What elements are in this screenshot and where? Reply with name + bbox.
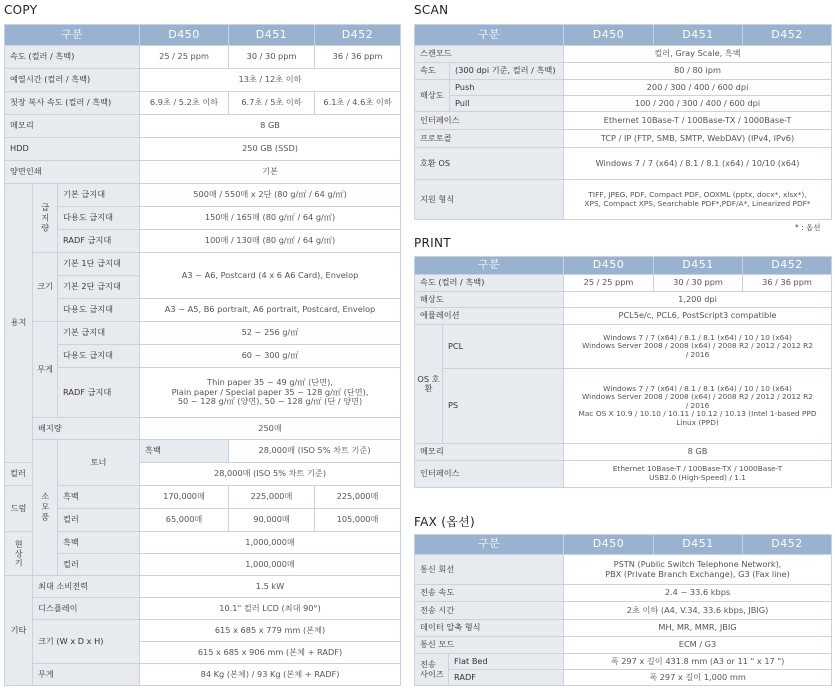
scan-pull-value: 100 / 200 / 300 / 400 / 600 dpi (564, 96, 832, 112)
copy-paper-size-tray-value: A3 ~ A6, Postcard (4 x 6 A6 Card), Envelop (140, 253, 401, 299)
print-os-ps-row (415, 369, 832, 444)
copy-dev-value-1: 1,000,000매 (140, 554, 401, 576)
copy-memory-row (5, 115, 401, 138)
copy-dev-value-0: 1,000,000매 (140, 532, 401, 554)
copy-paper-feed-label-0: 기본 급지대 (58, 184, 140, 207)
copy-paper-weight-radf-line: Thin paper 35 ~ 49 g/㎡ (단면), (207, 377, 333, 388)
copy-section-title: COPY (4, 3, 38, 17)
scan-header-row (415, 25, 832, 46)
print-header-label: 구분 (415, 257, 564, 275)
fax-compression-value: MH, MR, MMR, JBIG (564, 620, 832, 637)
print-speed-d450: 25 / 25 ppm (564, 275, 654, 292)
print-os-pcl-value (564, 325, 832, 369)
fax-header-d451: D451 (654, 535, 743, 555)
print-speed-label: 속도 (컬러 / 흑백) (415, 275, 564, 292)
print-speed-row (415, 275, 832, 292)
copy-paper-size-row (5, 253, 401, 276)
print-emulation-label: 에뮬레이션 (415, 308, 564, 325)
copy-duplex-value: 기본 (140, 161, 401, 184)
print-header-d452: D452 (743, 257, 832, 275)
copy-speed-d452: 36 / 36 ppm (315, 46, 401, 69)
print-speed-d451: 30 / 30 ppm (654, 275, 743, 292)
fax-line-value (564, 555, 832, 585)
copy-display-row (5, 598, 401, 620)
fax-mode-row (415, 637, 832, 654)
scan-header-label: 구분 (415, 25, 564, 46)
fax-section-title: FAX (옵션) (414, 515, 475, 529)
copy-paper-weight-radf-value (140, 368, 401, 418)
scan-protocol-label: 프로토콜 (415, 130, 564, 148)
print-os-label: OS 호환 (415, 325, 443, 444)
copy-paper-size-label-1: 기본 2단 급지대 (58, 276, 140, 299)
copy-paper-size-label: 크기 (33, 253, 58, 322)
print-os-ps-line: / 2016 (685, 400, 710, 410)
scan-mode-row (415, 46, 832, 63)
copy-duplex-row (5, 161, 401, 184)
copy-speed-row (5, 46, 401, 69)
print-spec-table (414, 256, 832, 488)
scan-header-d452: D452 (743, 25, 832, 46)
copy-warmup-value: 13초 / 12초 이하 (140, 69, 401, 92)
print-header-d451: D451 (654, 257, 743, 275)
print-interface-line: USB2.0 (High-Speed) / 1.1 (649, 473, 746, 482)
copy-first-copy-row (5, 92, 401, 115)
copy-drum-1-d452: 105,000매 (315, 509, 401, 532)
copy-memory-value: 8 GB (140, 115, 401, 138)
copy-drum-1-d450: 65,000매 (140, 509, 229, 532)
copy-hdd-row (5, 138, 401, 161)
copy-drum-row (5, 486, 401, 509)
copy-paper-size-label-2: 다용도 급지대 (58, 299, 140, 322)
scan-formats-row (415, 180, 832, 220)
copy-first-copy-d450: 6.9초 / 5.2초 이하 (140, 92, 229, 115)
scan-speed-sublabel: (300 dpi 기준, 컬러 / 흑백) (450, 63, 564, 80)
copy-toner-label: 토너 (58, 440, 140, 486)
copy-dev-label-1: 컬러 (58, 554, 140, 576)
scan-speed-value: 80 / 80 ipm (564, 63, 832, 80)
print-resolution-row (415, 292, 832, 308)
fax-header-row (415, 535, 832, 555)
copy-dev-label-0: 흑백 (58, 532, 140, 554)
scan-formats-label: 지원 형식 (415, 180, 564, 220)
print-resolution-value: 1,200 dpi (564, 292, 832, 308)
copy-paper-size-label-0: 기본 1단 급지대 (58, 253, 140, 276)
fax-size-row (415, 670, 832, 686)
fax-size-row (415, 654, 832, 670)
scan-interface-row (415, 112, 832, 130)
copy-first-copy-d452: 6.1초 / 4.6초 이하 (315, 92, 401, 115)
copy-speed-d451: 30 / 30 ppm (229, 46, 315, 69)
copy-weight-value: 84 Kg (본체) / 93 Kg (본체 + RADF) (140, 664, 401, 686)
scan-push-label: Push (450, 80, 564, 96)
copy-speed-label: 속도 (컬러 / 흑백) (5, 46, 140, 69)
fax-line-line: PBX (Private Branch Exchange), G3 (Fax line) (605, 568, 790, 579)
fax-line-label: 통신 회선 (415, 555, 564, 585)
fax-mode-label: 통신 모드 (415, 637, 564, 654)
scan-speed-label: 속도 (415, 63, 450, 80)
copy-paper-feed-value-1: 150매 / 165매 (80 g/㎡ / 64 g/㎡) (140, 207, 401, 230)
copy-paper-weight-label: 무게 (33, 322, 58, 418)
copy-warmup-label: 예열시간 (컬러 / 흑백) (5, 69, 140, 92)
print-os-pcl-line: Windows 7 / 7 (x64) / 8.1 / 8.1 (x64) / 10 / 10 (x64) (603, 332, 792, 342)
print-header-row (415, 257, 832, 275)
print-interface-value (564, 461, 832, 488)
print-memory-row (415, 444, 832, 461)
fax-spec-table (414, 534, 832, 686)
fax-time-label: 전송 시간 (415, 602, 564, 620)
scan-header-d451: D451 (654, 25, 743, 46)
scan-os-value: Windows 7 / 7 (x64) / 8.1 / 8.1 (x64) / 10/10 (x64) (564, 148, 832, 180)
scan-pull-label: Pull (450, 96, 564, 112)
fax-line-row (415, 555, 832, 585)
print-os-ps-line: Windows 7 / 7 (x64) / 8.1 / 8.1 (x64) / 10 / 10 (x64) (603, 383, 792, 393)
copy-display-label: 디스플레이 (33, 598, 140, 620)
copy-dims-value-0: 615 x 685 x 779 mm (본체) (140, 620, 401, 642)
copy-dev-row (5, 554, 401, 576)
copy-drum-label-1: 컬러 (58, 509, 140, 532)
copy-toner-label-0: 흑백 (140, 440, 229, 463)
fax-flatbed-value: 폭 297 x 길이 431.8 mm (A3 or 11 " x 17 ") (564, 654, 832, 670)
scan-push-value: 200 / 300 / 400 / 600 dpi (564, 80, 832, 96)
print-header-d450: D450 (564, 257, 654, 275)
print-os-ps-label: PS (443, 369, 564, 444)
copy-output-row (5, 418, 401, 440)
scan-mode-value: 컬러, Gray Scale, 흑백 (564, 46, 832, 63)
copy-drum-label: 드럼 (5, 486, 33, 532)
copy-display-value: 10.1" 컬러 LCD (최대 90°) (140, 598, 401, 620)
scan-formats-line: XPS, Compact XPS, Searchable PDF*,PDF/A*, Linearized PDF* (584, 198, 811, 208)
scan-header-d450: D450 (564, 25, 654, 46)
copy-speed-d450: 25 / 25 ppm (140, 46, 229, 69)
print-emulation-value: PCL5e/c, PCL6, PostScript3 compatible (564, 308, 832, 325)
copy-header-d452: D452 (315, 25, 401, 46)
copy-power-value: 1.5 kW (140, 576, 401, 598)
fax-speed-value: 2.4 ~ 33.6 kbps (564, 585, 832, 602)
copy-drum-0-d451: 225,000매 (229, 486, 315, 509)
copy-dev-label: 현상기 (5, 532, 33, 576)
fax-compression-row (415, 620, 832, 637)
scan-spec-table (414, 24, 832, 220)
copy-hdd-value: 250 GB (SSD) (140, 138, 401, 161)
fax-header-label: 구분 (415, 535, 564, 555)
print-os-pcl-row (415, 325, 832, 369)
print-os-pcl-line: Windows Server 2008 / 2008 (x64) / 2008 R2 / 2012 / 2012 R2 (582, 341, 814, 351)
print-resolution-label: 해상도 (415, 292, 564, 308)
copy-etc-label: 기타 (5, 576, 33, 686)
print-os-pcl-line: / 2016 (685, 349, 710, 359)
print-os-ps-value (564, 369, 832, 444)
fax-flatbed-label: Flat Bed (449, 654, 564, 670)
copy-paper-feed-label: 급지량 (33, 184, 58, 253)
copy-paper-feed-label-2: RADF 급지대 (58, 230, 140, 253)
copy-paper-feed-value-2: 100매 / 130매 (80 g/㎡ / 64 g/㎡) (140, 230, 401, 253)
print-emulation-row (415, 308, 832, 325)
copy-paper-weight-value-1: 60 ~ 300 g/㎡ (140, 345, 401, 368)
copy-drum-1-d451: 90,000매 (229, 509, 315, 532)
copy-header-d450: D450 (140, 25, 229, 46)
fax-line-line: PSTN (Public Switch Telephone Network), (613, 559, 782, 570)
copy-header-d451: D451 (229, 25, 315, 46)
print-os-pcl-label: PCL (443, 325, 564, 369)
fax-radf-label: RADF (449, 670, 564, 686)
copy-header-label: 구분 (5, 25, 140, 46)
fax-radf-value: 폭 297 x 길이 1,000 mm (564, 670, 832, 686)
print-memory-value: 8 GB (564, 444, 832, 461)
scan-option-note: * : 옵션 (795, 223, 821, 232)
copy-power-row (5, 576, 401, 598)
scan-os-label: 호환 OS (415, 148, 564, 180)
print-interface-line: Ethernet 10Base-T / 100Base-TX / 1000Base-T (612, 464, 783, 474)
copy-first-copy-d451: 6.7초 / 5초 이하 (229, 92, 315, 115)
fax-header-d450: D450 (564, 535, 654, 555)
copy-consumables-label: 소모품 (33, 440, 58, 576)
copy-paper-feed-row (5, 230, 401, 253)
fax-compression-label: 데이터 압축 형식 (415, 620, 564, 637)
copy-drum-0-d450: 170,000매 (140, 486, 229, 509)
scan-interface-value: Ethernet 10Base-T / 100Base-TX / 1000Base-T (564, 112, 832, 130)
copy-dims-value-1: 615 x 685 x 906 mm (본체 + RADF) (140, 642, 401, 664)
scan-formats-line: TIFF, JPEG, PDF, Compact PDF, OOXML (pptx, docx*, xlsx*), (588, 189, 807, 199)
copy-first-copy-label: 첫장 복사 속도 (컬러 / 흑백) (5, 92, 140, 115)
print-memory-label: 메모리 (415, 444, 564, 461)
scan-resolution-label: 해상도 (415, 80, 450, 112)
copy-warmup-row (5, 69, 401, 92)
copy-memory-label: 메모리 (5, 115, 140, 138)
copy-hdd-label: HDD (5, 138, 140, 161)
print-os-ps-line: Mac OS X 10.9 / 10.10 / 10.11 / 10.12 / 10.13 (Intel 1-based PPD (578, 409, 817, 419)
fax-speed-row (415, 585, 832, 602)
copy-paper-feed-row (5, 207, 401, 230)
copy-header-row (5, 25, 401, 46)
scan-formats-value (564, 180, 832, 220)
copy-dev-row (5, 532, 401, 554)
print-os-ps-line: Linux (PPD) (676, 417, 719, 427)
scan-resolution-row (415, 80, 832, 96)
scan-section-title: SCAN (414, 3, 449, 17)
copy-paper-size-value-2: A3 ~ A5, B6 portrait, A6 portrait, Postcard, Envelop (140, 299, 401, 322)
copy-drum-row (5, 509, 401, 532)
fax-header-d452: D452 (743, 535, 832, 555)
copy-output-value: 250매 (140, 418, 401, 440)
copy-paper-feed-label-1: 다용도 급지대 (58, 207, 140, 230)
copy-dims-row (5, 620, 401, 642)
copy-output-label: 배지량 (33, 418, 140, 440)
copy-dims-label: 크기 (W x D x H) (33, 620, 140, 664)
copy-paper-label: 용지 (5, 184, 33, 463)
print-section-title: PRINT (414, 236, 451, 250)
copy-paper-weight-row (5, 345, 401, 368)
print-interface-row (415, 461, 832, 488)
copy-duplex-label: 양면인쇄 (5, 161, 140, 184)
copy-weight-label: 무게 (33, 664, 140, 686)
copy-toner-value-0: 28,000매 (ISO 5% 차트 기준) (229, 440, 401, 463)
print-interface-label: 인터페이스 (415, 461, 564, 488)
copy-toner-row (5, 440, 401, 463)
scan-interface-label: 인터페이스 (415, 112, 564, 130)
scan-protocol-row (415, 130, 832, 148)
fax-size-label: 전송 사이즈 (415, 654, 449, 686)
copy-drum-label-0: 흑백 (58, 486, 140, 509)
copy-paper-feed-value-0: 500매 / 550매 x 2단 (80 g/㎡ / 64 g/㎡) (140, 184, 401, 207)
copy-paper-weight-value-0: 52 ~ 256 g/㎡ (140, 322, 401, 345)
fax-mode-value: ECM / G3 (564, 637, 832, 654)
fax-speed-label: 전송 속도 (415, 585, 564, 602)
fax-time-row (415, 602, 832, 620)
copy-paper-weight-row (5, 322, 401, 345)
scan-os-row (415, 148, 832, 180)
copy-paper-size-row (5, 299, 401, 322)
copy-drum-0-d452: 225,000매 (315, 486, 401, 509)
scan-protocol-value: TCP / IP (FTP, SMB, SMTP, WebDAV) (IPv4, IPv6) (564, 130, 832, 148)
scan-speed-row (415, 63, 832, 80)
print-speed-d452: 36 / 36 ppm (743, 275, 832, 292)
scan-mode-label: 스캔모드 (415, 46, 564, 63)
copy-paper-weight-radf-line: 50 ~ 128 g/㎡ (양면), 50 ~ 128 g/㎡ (단 / 양면) (177, 396, 363, 407)
copy-paper-weight-label-0: 기본 급지대 (58, 322, 140, 345)
copy-toner-value-1: 28,000매 (ISO 5% 차트 기준) (140, 463, 401, 486)
copy-paper-weight-label-1: 다용도 급지대 (58, 345, 140, 368)
copy-toner-label-1: 컬러 (5, 463, 33, 486)
fax-time-value: 2초 이하 (A4, V.34, 33.6 kbps, JBIG) (564, 602, 832, 620)
copy-power-label: 최대 소비전력 (33, 576, 140, 598)
copy-paper-weight-row (5, 368, 401, 418)
copy-paper-weight-radf-line: Plain paper / Special paper 35 ~ 128 g/㎡ (단면), (171, 386, 369, 397)
copy-paper-weight-label-2: RADF 급지대 (58, 368, 140, 418)
print-os-ps-line: Windows Server 2008 / 2008 (x64) / 2008 R2 / 2012 / 2012 R2 (582, 392, 814, 402)
copy-spec-table (4, 24, 401, 686)
copy-weight-row (5, 664, 401, 686)
scan-resolution-row (415, 96, 832, 112)
copy-paper-feed-row (5, 184, 401, 207)
